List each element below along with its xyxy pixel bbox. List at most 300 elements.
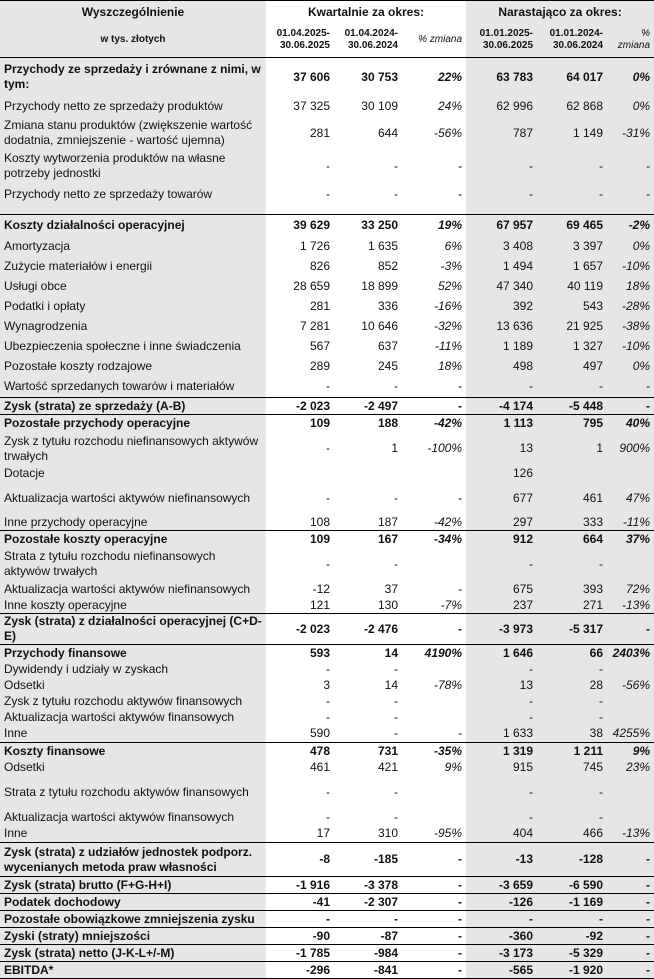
row-value-cell: 664 bbox=[537, 531, 607, 548]
row-value-cell bbox=[537, 207, 607, 215]
row-value-cell: - bbox=[537, 710, 607, 726]
table-row bbox=[0, 415, 654, 432]
row-value-cell: - bbox=[326, 556, 330, 571]
table-row bbox=[0, 398, 654, 415]
row-label: Dywidendy i udziały w zyskach bbox=[0, 662, 266, 678]
table-row bbox=[0, 598, 654, 614]
row-value-cell: 1 494 bbox=[466, 257, 537, 277]
row-label: Pozostałe przychody operacyjne bbox=[0, 415, 266, 432]
row-pct-cell: -28% bbox=[607, 297, 654, 317]
header-period: 01.01.2025-30.06.2025 bbox=[466, 23, 537, 58]
row-pct-cell: 6% bbox=[444, 239, 463, 253]
table-row bbox=[0, 678, 654, 694]
row-value-cell: 37 325 bbox=[293, 99, 330, 113]
row-pct-cell: 0% bbox=[607, 237, 654, 257]
row-pct-cell: 72% bbox=[607, 581, 654, 598]
row-pct-cell: 18% bbox=[437, 359, 463, 373]
header-unit: w tys. złotych bbox=[0, 23, 266, 58]
row-pct-cell bbox=[402, 662, 466, 678]
row-value-cell: -126 bbox=[466, 894, 537, 911]
row-pct-cell: - bbox=[458, 490, 463, 505]
row-value-cell: 466 bbox=[537, 826, 607, 843]
row-pct-cell: - bbox=[402, 894, 466, 911]
row-pct-cell: -11% bbox=[607, 515, 654, 531]
row-label: Zysk (strata) z działalności operacyjnej (C+D-E) bbox=[0, 614, 266, 645]
row-label: Inne bbox=[0, 726, 266, 743]
row-pct-cell bbox=[607, 207, 654, 215]
row-value-cell: -296 bbox=[266, 962, 334, 979]
row-pct-cell: -11% bbox=[434, 339, 463, 353]
table-row bbox=[0, 150, 654, 183]
row-value-cell: 271 bbox=[537, 598, 607, 614]
row-pct-cell: -56% bbox=[607, 678, 654, 694]
row-pct-cell: - bbox=[607, 911, 654, 928]
row-value-cell: 188 bbox=[334, 415, 402, 432]
row-value-cell: 63 783 bbox=[466, 58, 537, 97]
row-pct-cell: -32% bbox=[434, 319, 463, 333]
row-value-cell: -87 bbox=[334, 928, 402, 945]
row-value-cell: 18 899 bbox=[361, 279, 398, 293]
row-value-cell: 37 606 bbox=[266, 58, 334, 97]
row-value-cell: 67 957 bbox=[466, 215, 537, 237]
table-row bbox=[0, 183, 654, 207]
row-value-cell: 1 149 bbox=[537, 117, 607, 150]
row-value-cell: 333 bbox=[537, 515, 607, 531]
row-pct-cell bbox=[607, 662, 654, 678]
row-pct-cell: -10% bbox=[607, 257, 654, 277]
row-pct-cell: -16% bbox=[434, 299, 463, 313]
row-value-cell: 1 635 bbox=[367, 239, 398, 253]
row-value-cell: - bbox=[537, 183, 607, 207]
row-label: Przychody finansowe bbox=[0, 645, 266, 662]
row-pct-cell: - bbox=[402, 962, 466, 979]
row-value-cell: 7 281 bbox=[299, 319, 330, 333]
row-value-cell: -5 448 bbox=[537, 398, 607, 415]
row-value-cell: 62 996 bbox=[466, 97, 537, 117]
row-label: Zysk (strata) z udziałów jednostek podporz. wycenianych metoda praw własności bbox=[0, 843, 266, 877]
table-row bbox=[0, 726, 654, 743]
row-value-cell: - bbox=[466, 662, 537, 678]
table-row bbox=[0, 614, 654, 645]
header-period: 01.04.2024-30.06.2024 bbox=[334, 23, 402, 58]
table-row bbox=[0, 809, 654, 826]
row-value-cell: - bbox=[466, 183, 537, 207]
row-pct-cell bbox=[607, 809, 654, 826]
row-pct-cell: - bbox=[458, 726, 463, 741]
row-pct-cell: 900% bbox=[607, 432, 654, 466]
row-value-cell: 404 bbox=[466, 826, 537, 843]
row-value-cell: -1 920 bbox=[537, 962, 607, 979]
row-value-cell: 13 636 bbox=[466, 317, 537, 337]
row-value-cell: 478 bbox=[266, 743, 334, 760]
row-pct-cell bbox=[402, 710, 466, 726]
table-row bbox=[0, 760, 654, 776]
row-pct-cell bbox=[607, 466, 654, 482]
row-pct-cell: - bbox=[402, 928, 466, 945]
row-pct-cell: 18% bbox=[607, 277, 654, 297]
table-row bbox=[0, 237, 654, 257]
row-value-cell: - bbox=[394, 784, 398, 799]
row-label: Strata z tytułu rozchodu aktywów finansowych bbox=[0, 776, 266, 809]
row-pct-cell: - bbox=[607, 398, 654, 415]
row-value-cell: 392 bbox=[466, 297, 537, 317]
row-label: Strata z tytułu rozchodu niefinansowych aktywów trwałych bbox=[0, 548, 266, 581]
row-pct-cell: 4255% bbox=[607, 726, 654, 743]
row-value-cell: 1 726 bbox=[299, 239, 330, 253]
header-period: 01.01.2024-30.06.2024 bbox=[537, 23, 607, 58]
row-value-cell: -565 bbox=[466, 962, 537, 979]
row-label: Zużycie materiałów i energii bbox=[0, 257, 266, 277]
row-pct-cell: -78% bbox=[434, 678, 463, 692]
row-value-cell: - bbox=[326, 158, 330, 173]
row-value-cell: - bbox=[326, 694, 330, 708]
row-value-cell: -3 173 bbox=[466, 945, 537, 962]
row-pct-cell: - bbox=[607, 945, 654, 962]
row-label: Przychody netto ze sprzedaży produktów bbox=[0, 97, 266, 117]
row-value-cell: 1 bbox=[537, 432, 607, 466]
table-row bbox=[0, 337, 654, 357]
row-pct-cell bbox=[402, 548, 466, 581]
table-row bbox=[0, 482, 654, 515]
header-period: 01.04.2025-30.06.2025 bbox=[266, 23, 334, 58]
row-pct-cell: - bbox=[402, 398, 466, 415]
row-value-cell: -4 174 bbox=[466, 398, 537, 415]
row-value-cell: 69 465 bbox=[537, 215, 607, 237]
table-row bbox=[0, 877, 654, 894]
table-row bbox=[0, 710, 654, 726]
row-value-cell: 3 408 bbox=[466, 237, 537, 257]
row-value-cell: - bbox=[537, 662, 607, 678]
row-pct-cell: - bbox=[402, 877, 466, 894]
row-value-cell: -185 bbox=[334, 843, 402, 877]
row-label: Amortyzacja bbox=[0, 237, 266, 257]
header-pct: % zmiana bbox=[402, 23, 466, 58]
row-pct-cell: -38% bbox=[607, 317, 654, 337]
row-value-cell: 47 340 bbox=[466, 277, 537, 297]
row-label: Inne koszty operacyjne bbox=[0, 598, 266, 614]
row-value-cell: - bbox=[466, 694, 537, 710]
row-pct-cell bbox=[607, 548, 654, 581]
row-value-cell: 40 119 bbox=[537, 277, 607, 297]
table-row bbox=[0, 776, 654, 809]
row-value-cell: 1 327 bbox=[537, 337, 607, 357]
row-value-cell: 30 753 bbox=[334, 58, 402, 97]
header-pct: % zmiana bbox=[607, 23, 654, 58]
row-label: Aktualizacja wartości aktywów finansowych bbox=[0, 809, 266, 826]
row-pct-cell: - bbox=[607, 183, 654, 207]
row-value-cell: 281 bbox=[309, 125, 330, 140]
row-value-cell: - bbox=[537, 548, 607, 581]
row-value-cell: 187 bbox=[377, 514, 398, 529]
row-pct-cell: 0% bbox=[607, 58, 654, 97]
row-value-cell: 10 646 bbox=[361, 319, 398, 333]
row-value-cell: - bbox=[466, 377, 537, 398]
table-row bbox=[0, 548, 654, 581]
row-value-cell: 393 bbox=[537, 581, 607, 598]
table-row bbox=[0, 843, 654, 877]
row-pct-cell: 22% bbox=[402, 58, 466, 97]
row-pct-cell: -34% bbox=[402, 531, 466, 548]
row-pct-cell: - bbox=[458, 187, 463, 201]
table-body bbox=[0, 58, 654, 979]
table-row bbox=[0, 97, 654, 117]
row-value-cell: -3 973 bbox=[466, 614, 537, 645]
row-value-cell: 126 bbox=[466, 466, 537, 482]
row-value-cell: 310 bbox=[377, 826, 398, 841]
row-pct-cell: 2403% bbox=[607, 645, 654, 662]
row-pct-cell: 0% bbox=[607, 357, 654, 377]
row-label: Odsetki bbox=[0, 760, 266, 776]
table-row bbox=[0, 962, 654, 979]
row-value-cell: 912 bbox=[466, 531, 537, 548]
row-pct-cell bbox=[607, 776, 654, 809]
row-value-cell: -3 378 bbox=[334, 877, 402, 894]
row-value-cell: -1 169 bbox=[537, 894, 607, 911]
row-value-cell: 644 bbox=[377, 125, 398, 140]
row-value-cell: 497 bbox=[537, 357, 607, 377]
row-label: Aktualizacja wartości aktywów niefinansowych bbox=[0, 482, 266, 515]
row-value-cell: 130 bbox=[377, 597, 398, 612]
header-label: Wyszczególnienie bbox=[0, 1, 266, 24]
row-value-cell: 38 bbox=[537, 726, 607, 743]
row-value-cell: 281 bbox=[309, 299, 330, 313]
table-row bbox=[0, 377, 654, 398]
row-value-cell: 13 bbox=[466, 678, 537, 694]
row-value-cell: -5 329 bbox=[537, 945, 607, 962]
row-pct-cell: -2% bbox=[607, 215, 654, 237]
row-value-cell: - bbox=[266, 911, 334, 928]
row-label: Przychody ze sprzedaży i zrównane z nimi, w tym: bbox=[0, 58, 266, 97]
row-label: Inne przychody operacyjne bbox=[0, 515, 266, 531]
table-row bbox=[0, 357, 654, 377]
row-value-cell: 461 bbox=[537, 482, 607, 515]
row-value-cell: 745 bbox=[537, 760, 607, 776]
row-pct-cell: -35% bbox=[402, 743, 466, 760]
row-value-cell: 787 bbox=[466, 117, 537, 150]
row-pct-cell bbox=[402, 207, 466, 215]
row-value-cell: - bbox=[466, 911, 537, 928]
row-label: Koszty finansowe bbox=[0, 743, 266, 760]
row-value-cell: - bbox=[466, 548, 537, 581]
row-pct-cell: 47% bbox=[607, 482, 654, 515]
row-value-cell: 237 bbox=[466, 598, 537, 614]
row-pct-cell: -56% bbox=[434, 125, 463, 140]
row-value-cell: 543 bbox=[537, 297, 607, 317]
row-value-cell: - bbox=[394, 556, 398, 571]
row-pct-cell: - bbox=[458, 158, 463, 173]
row-label: Zysk (strata) brutto (F+G-H+I) bbox=[0, 877, 266, 894]
row-label: Wynagrodzenia bbox=[0, 317, 266, 337]
row-value-cell: -92 bbox=[537, 928, 607, 945]
row-value-cell: - bbox=[394, 809, 398, 824]
row-value-cell: 37 bbox=[384, 581, 398, 596]
row-value-cell: - bbox=[326, 809, 330, 824]
row-pct-cell bbox=[607, 694, 654, 710]
row-label: Pozostałe koszty rodzajowe bbox=[0, 357, 266, 377]
row-value-cell: 121 bbox=[309, 597, 330, 612]
row-label: Zysk (strata) netto (J-K-L+/-M) bbox=[0, 945, 266, 962]
row-pct-cell: -3% bbox=[440, 259, 463, 273]
table-row bbox=[0, 117, 654, 150]
table-row bbox=[0, 911, 654, 928]
row-value-cell: -360 bbox=[466, 928, 537, 945]
row-value-cell: - bbox=[326, 490, 330, 505]
row-value-cell: 28 659 bbox=[293, 279, 330, 293]
table-row bbox=[0, 466, 654, 482]
row-pct-cell bbox=[402, 694, 466, 710]
row-value-cell: 66 bbox=[537, 645, 607, 662]
row-value-cell: - bbox=[326, 379, 330, 394]
row-label: Odsetki bbox=[0, 678, 266, 694]
table-row bbox=[0, 257, 654, 277]
row-value-cell: 590 bbox=[309, 726, 330, 741]
row-value-cell: - bbox=[394, 379, 398, 394]
row-pct-cell: - bbox=[607, 377, 654, 398]
row-pct-cell: - bbox=[402, 945, 466, 962]
row-pct-cell: - bbox=[607, 614, 654, 645]
row-pct-cell: 52% bbox=[437, 279, 463, 293]
row-value-cell: - bbox=[394, 710, 398, 724]
row-value-cell: 826 bbox=[309, 259, 330, 273]
row-value-cell: 675 bbox=[466, 581, 537, 598]
row-pct-cell bbox=[402, 809, 466, 826]
row-value-cell: - bbox=[394, 158, 398, 173]
row-value-cell: - bbox=[466, 150, 537, 183]
row-pct-cell: -31% bbox=[607, 117, 654, 150]
row-label: Ubezpieczenia społeczne i inne świadczenia bbox=[0, 337, 266, 357]
row-pct-cell bbox=[402, 776, 466, 809]
row-value-cell: -841 bbox=[334, 962, 402, 979]
row-value-cell: -1 785 bbox=[266, 945, 334, 962]
row-pct-cell: - bbox=[607, 843, 654, 877]
row-value-cell: 33 250 bbox=[334, 215, 402, 237]
row-value-cell: - bbox=[326, 441, 330, 455]
row-pct-cell: -42% bbox=[402, 415, 466, 432]
row-value-cell: 39 629 bbox=[266, 215, 334, 237]
row-pct-cell: -10% bbox=[607, 337, 654, 357]
row-value-cell: - bbox=[466, 776, 537, 809]
row-value-cell: -984 bbox=[334, 945, 402, 962]
table-row bbox=[0, 58, 654, 97]
row-value-cell: - bbox=[466, 809, 537, 826]
row-value-cell: 336 bbox=[377, 299, 398, 313]
row-value-cell: -1 916 bbox=[266, 877, 334, 894]
row-pct-cell: -13% bbox=[607, 598, 654, 614]
row-value-cell: - bbox=[394, 490, 398, 505]
row-pct-cell: - bbox=[458, 379, 463, 394]
row-label: Podatki i opłaty bbox=[0, 297, 266, 317]
row-pct-cell: 37% bbox=[607, 531, 654, 548]
row-pct-cell: 23% bbox=[607, 760, 654, 776]
row-value-cell: 1 bbox=[391, 441, 398, 455]
table-row bbox=[0, 645, 654, 662]
row-value-cell: - bbox=[537, 377, 607, 398]
row-pct-cell: - bbox=[607, 928, 654, 945]
row-label: Dotacje bbox=[0, 466, 266, 482]
row-value-cell: 245 bbox=[377, 359, 398, 373]
row-value-cell: 593 bbox=[266, 645, 334, 662]
row-value-cell: 1 189 bbox=[466, 337, 537, 357]
row-value-cell: - bbox=[334, 911, 402, 928]
row-value-cell: 14 bbox=[334, 645, 402, 662]
table-row bbox=[0, 662, 654, 678]
row-value-cell: 1 211 bbox=[537, 743, 607, 760]
row-value-cell: 3 397 bbox=[537, 237, 607, 257]
row-value-cell: -2 307 bbox=[334, 894, 402, 911]
row-pct-cell: -42% bbox=[434, 514, 463, 529]
row-value-cell: 1 646 bbox=[466, 645, 537, 662]
row-value-cell: 28 bbox=[537, 678, 607, 694]
row-label bbox=[0, 207, 266, 215]
row-value-cell: -90 bbox=[266, 928, 334, 945]
row-value-cell: -5 317 bbox=[537, 614, 607, 645]
row-label: Koszty wytworzenia produktów na własne potrzeby jednostki bbox=[0, 150, 266, 183]
row-value-cell: 108 bbox=[309, 514, 330, 529]
row-pct-cell: - bbox=[607, 962, 654, 979]
row-value-cell: - bbox=[394, 187, 398, 201]
row-value-cell: -6 590 bbox=[537, 877, 607, 894]
header-cumulative: Narastająco za okres: bbox=[466, 1, 654, 24]
row-pct-cell bbox=[607, 710, 654, 726]
row-pct-cell: 0% bbox=[607, 97, 654, 117]
row-value-cell: 795 bbox=[537, 415, 607, 432]
row-label: Zysk z tytułu rozchodu aktywów finansowych bbox=[0, 694, 266, 710]
row-pct-cell: 19% bbox=[402, 215, 466, 237]
table-row bbox=[0, 694, 654, 710]
table-row bbox=[0, 894, 654, 911]
row-value-cell: 1 633 bbox=[466, 726, 537, 743]
row-value-cell: 677 bbox=[466, 482, 537, 515]
row-pct-cell: -95% bbox=[434, 826, 463, 841]
row-pct-cell: - bbox=[402, 843, 466, 877]
row-pct-cell: - bbox=[607, 150, 654, 183]
table-row bbox=[0, 215, 654, 237]
row-pct-cell: -7% bbox=[440, 597, 463, 612]
row-label: Zmiana stanu produktów (zwiększenie wartość dodatnia, zmniejszenie - wartość ujemna) bbox=[0, 117, 266, 150]
row-value-cell: - bbox=[537, 150, 607, 183]
row-value-cell: - bbox=[394, 662, 398, 676]
row-value-cell: 1 657 bbox=[537, 257, 607, 277]
table-row bbox=[0, 928, 654, 945]
row-value-cell: -3 659 bbox=[466, 877, 537, 894]
row-value-cell: -2 497 bbox=[334, 398, 402, 415]
table-row bbox=[0, 515, 654, 531]
row-pct-cell: -100% bbox=[427, 441, 463, 455]
row-label: Koszty działalności operacyjnej bbox=[0, 215, 266, 237]
row-value-cell: 852 bbox=[377, 259, 398, 273]
row-value-cell: 1 113 bbox=[466, 415, 537, 432]
row-value-cell bbox=[266, 466, 334, 482]
row-value-cell: -41 bbox=[266, 894, 334, 911]
row-value-cell: 297 bbox=[466, 515, 537, 531]
row-value-cell: - bbox=[466, 710, 537, 726]
row-label: Wartość sprzedanych towarów i materiałów bbox=[0, 377, 266, 398]
row-pct-cell: -13% bbox=[607, 826, 654, 843]
row-value-cell: - bbox=[537, 776, 607, 809]
row-value-cell: 915 bbox=[466, 760, 537, 776]
row-label: Inne bbox=[0, 826, 266, 843]
row-value-cell: -2 023 bbox=[266, 398, 334, 415]
row-value-cell: 64 017 bbox=[537, 58, 607, 97]
row-value-cell: - bbox=[326, 784, 330, 799]
table-row bbox=[0, 826, 654, 843]
row-value-cell: 461 bbox=[309, 760, 330, 774]
row-pct-cell: - bbox=[402, 614, 466, 645]
row-value-cell: - bbox=[326, 187, 330, 201]
row-label: Aktualizacja wartości aktywów finansowych bbox=[0, 710, 266, 726]
row-pct-cell: 24% bbox=[437, 99, 463, 113]
table-row bbox=[0, 432, 654, 466]
